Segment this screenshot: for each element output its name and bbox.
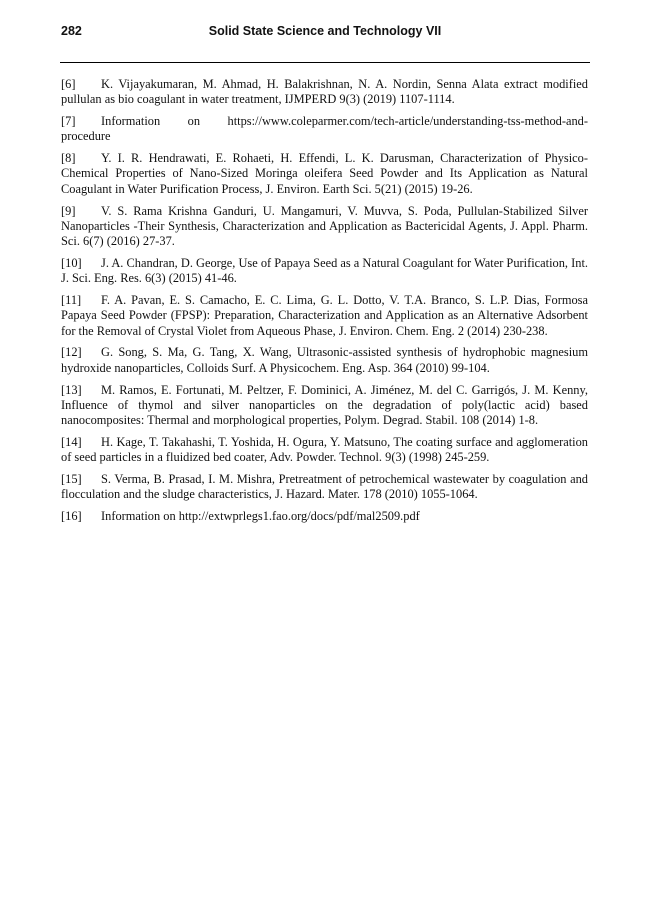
reference-number: [8]	[61, 151, 76, 166]
reference-item	[61, 77, 588, 108]
reference-list	[61, 77, 588, 531]
reference-text: V. S. Rama Krishna Ganduri, U. Mangamuri, V. Muvva, S. Poda, Pullulan-Stabilized Silver Nanoparticles -Their Synthesis, Characterization and Application as Bactericidal Agents, J. Appl. Pharm. Sci. 6(7) (2016) 27-37.	[61, 203, 588, 249]
page-number: 282	[61, 24, 82, 38]
reference-item	[61, 472, 588, 503]
reference-number: [9]	[61, 203, 76, 218]
header-divider	[60, 62, 590, 63]
reference-text: H. Kage, T. Takahashi, T. Yoshida, H. Ogura, Y. Matsuno, The coating surface and agglomeration of seed particles in a fluidized bed coater, Adv. Powder. Technol. 9(3) (1998) 245-259.	[61, 434, 588, 465]
reference-item	[61, 204, 588, 250]
reference-item	[61, 435, 588, 466]
reference-text: S. Verma, B. Prasad, I. M. Mishra, Pretreatment of petrochemical wastewater by coagulation and flocculation and the sludge characteristics, J. Hazard. Mater. 178 (2010) 1055-1064.	[61, 472, 588, 502]
reference-text: Information on https://www.coleparmer.com/tech-article/understanding-tss-method-and-procedure	[61, 114, 588, 144]
reference-text: K. Vijayakumaran, M. Ahmad, H. Balakrishnan, N. A. Nordin, Senna Alata extract modified pullulan as bio coagulant in water treatment, IJMPERD 9(3) (2019) 1107-1114.	[61, 77, 588, 107]
reference-text: Y. I. R. Hendrawati, E. Rohaeti, H. Effendi, L. K. Darusman, Characterization of Physico-Chemical Properties of Nano-Sized Moringa oleifera Seed Powder and Its Application as Natural Coagulant in Water Purification Process, J. Environ. Earth Sci. 5(21) (2015) 19-26.	[61, 151, 588, 196]
running-title: Solid State Science and Technology VII	[208, 24, 442, 38]
reference-item	[61, 151, 588, 197]
reference-item	[61, 383, 588, 429]
reference-item	[61, 509, 588, 524]
reference-number: [16]	[61, 509, 82, 524]
reference-number: [11]	[61, 293, 82, 308]
reference-number: [15]	[61, 472, 82, 487]
reference-text: G. Song, S. Ma, G. Tang, X. Wang, Ultrasonic-assisted synthesis of hydrophobic magnesium hydroxide nanoparticles, Colloids Surf. A Physicochem. Eng. Asp. 364 (2010) 99-104.	[61, 345, 588, 375]
reference-text: F. A. Pavan, E. S. Camacho, E. C. Lima, G. L. Dotto, V. T.A. Branco, S. L.P. Dias, Formosa Papaya Seed Powder (FPSP): Preparation, Characterization and Application as an Alternative Adsorbent for the Removal of Crystal Violet from Aqueous Phase, J. Environ. Chem. Eng. 2 (2014) 230-238.	[61, 293, 588, 338]
reference-item	[61, 345, 588, 376]
reference-item	[61, 114, 588, 145]
reference-number: [13]	[61, 382, 82, 397]
reference-number: [10]	[61, 255, 82, 270]
reference-number: [14]	[61, 434, 82, 449]
reference-item	[61, 256, 588, 287]
reference-text: J. A. Chandran, D. George, Use of Papaya Seed as a Natural Coagulant for Water Purification, Int. J. Sci. Eng. Res. 6(3) (2015) 41-46.	[61, 255, 588, 286]
reference-text: Information on http://extwprlegs1.fao.org/docs/pdf/mal2509.pdf	[101, 509, 420, 524]
reference-text: M. Ramos, E. Fortunati, M. Peltzer, F. Dominici, A. Jiménez, M. del C. Garrigós, J. M. Kenny, Influence of thymol and silver nanoparticles on the degradation of poly(lactic acid) based nanocomposites: Thermal and morphological properties, Polym. Degrad. Stabil. 108 (2014) 1-8.	[61, 382, 588, 428]
reference-number: [12]	[61, 345, 82, 360]
reference-item	[61, 293, 588, 339]
reference-number: [7]	[61, 114, 76, 129]
reference-number: [6]	[61, 77, 76, 91]
